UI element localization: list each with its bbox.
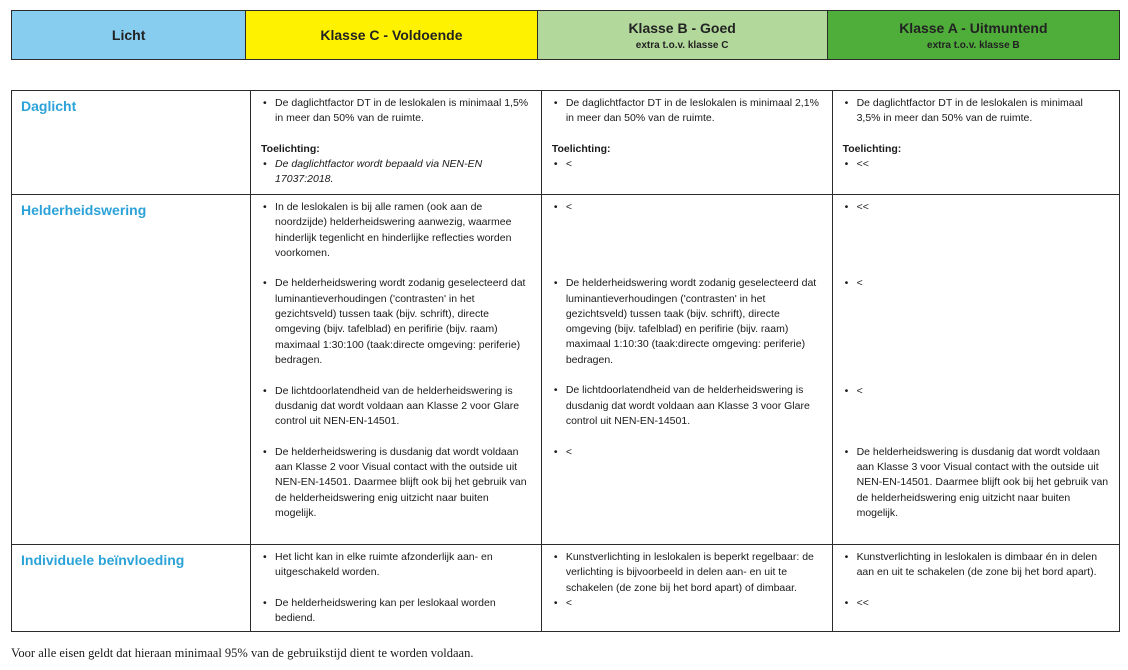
bullet-item: • < xyxy=(552,157,822,172)
header-klasse-b-sub: extra t.o.v. klasse C xyxy=(635,39,729,51)
requirements-table xyxy=(11,90,1120,632)
bullet-item: • De helderheidswering is dusdanig dat wordt voldaan aan Klasse 2 voor Visual contact with the outside uit NEN-EN-14501. Daarmee blijft ook bij het gebruik van de helderheidswering enig uitzicht naar buiten mogelijk. xyxy=(261,445,531,521)
bullet-item: • De daglichtfactor DT in de leslokalen is minimaal 3,5% in meer dan 50% van de ruimte. xyxy=(843,96,1109,127)
header-licht-label: Licht xyxy=(111,27,146,43)
cell-individueel-a xyxy=(832,545,1119,632)
cell-daglicht-a xyxy=(832,91,1119,195)
bullet-item: • De lichtdoorlatendheid van de helderheidswering is dusdanig dat wordt voldaan aan Klasse 3 voor Glare control uit NEN-EN-14501. xyxy=(552,383,822,429)
bullet-item: • < xyxy=(552,445,822,460)
bullet-item: • De helderheidswering kan per leslokaal worden bediend. xyxy=(261,596,531,627)
header-klasse-a-label: Klasse A - Uitmuntend xyxy=(899,19,1048,36)
bullet-item: • De daglichtfactor DT in de leslokalen is minimaal 2,1% in meer dan 50% van de ruimte. xyxy=(552,96,822,127)
bullet-item: • Het licht kan in elke ruimte afzonderlijk aan- en uitgeschakeld worden. xyxy=(261,550,531,581)
row-individuele-beinvloeding xyxy=(12,545,1120,632)
row-label-helderheidswering: Helderheidswering xyxy=(12,195,251,545)
bullet-item: • De daglichtfactor wordt bepaald via NEN-EN 17037:2018. xyxy=(261,157,531,188)
row-helderheidswering xyxy=(12,195,1120,545)
cell-daglicht-c xyxy=(251,91,542,195)
bullet-item: • << xyxy=(843,596,1109,611)
header-klasse-b-label: Klasse B - Goed xyxy=(628,19,736,36)
header-licht xyxy=(12,11,246,60)
bullet-item: • De lichtdoorlatendheid van de helderheidswering is dusdanig dat wordt voldaan aan Klasse 2 voor Glare control uit NEN-EN-14501. xyxy=(261,384,531,430)
bullet-item: • < xyxy=(552,200,822,215)
bullet-item: • Kunstverlichting in leslokalen is beperkt regelbaar: de verlichting is bijvoorbeeld in delen aan- en uit te schakelen (de zone bij het bord apart) of dimbaar. xyxy=(552,550,822,596)
bullet-item: • De helderheidswering is dusdanig dat wordt voldaan aan Klasse 3 voor Visual contact with the outside uit NEN-EN-14501. Daarmee blijft ook bij het gebruik van de helderheidswering enig uitzicht naar buiten mogelijk. xyxy=(843,445,1109,521)
bullet-item: • De helderheidswering wordt zodanig geselecteerd dat luminantieverhoudingen ('contrasten' in het gezichtsveld) tussen taak (bijv. schrift), directe omgeving (bijv. tafelblad) en perifirie (bijv. raam) maximaal 1:30:100 (taak:directe omgeving: periferie) bedragen. xyxy=(261,276,531,368)
footer-note: Voor alle eisen geldt dat hieraan minimaal 95% van de gebruikstijd dient te worden voldaan. xyxy=(11,646,474,660)
header-klasse-c xyxy=(246,11,537,60)
bullet-item: • < xyxy=(843,276,1109,291)
bullet-item: • < xyxy=(552,596,822,611)
bullet-item: • De helderheidswering wordt zodanig geselecteerd dat luminantieverhoudingen ('contrasten' in het gezichtsveld) tussen taak (bijv. schrift), directe omgeving (bijv. tafelblad) en perifirie (bijv. raam) maximaal 1:10:30 (taak:directe omgeving: periferie) bedragen. xyxy=(552,276,822,368)
bullet-item: • Kunstverlichting in leslokalen is dimbaar én in delen aan en uit te schakelen (de zone bij het bord apart). xyxy=(843,550,1109,581)
toelichting-label: Toelichting: xyxy=(842,142,902,155)
class-header-table xyxy=(11,10,1120,60)
header-klasse-b xyxy=(537,11,827,60)
cell-individueel-c xyxy=(251,545,542,632)
toelichting-label: Toelichting: xyxy=(551,142,611,155)
header-klasse-a-sub: extra t.o.v. klasse B xyxy=(927,39,1020,51)
cell-daglicht-b xyxy=(541,91,832,195)
header-klasse-c-label: Klasse C - Voldoende xyxy=(320,27,463,43)
toelichting-label: Toelichting: xyxy=(261,142,320,155)
cell-individueel-b xyxy=(541,545,832,632)
bullet-item: • In de leslokalen is bij alle ramen (ook aan de noordzijde) helderheidswering aanwezig, waarmee hinderlijk tegenlicht en hinderlijke reflecties worden voorkomen. xyxy=(261,200,531,261)
bullet-item: • << xyxy=(843,200,1109,215)
row-daglicht xyxy=(12,91,1120,195)
bullet-item: • De daglichtfactor DT in de leslokalen is minimaal 1,5% in meer dan 50% van de ruimte. xyxy=(261,96,531,127)
header-klasse-a xyxy=(827,11,1119,60)
bullet-item: • < xyxy=(843,384,1109,399)
row-label-daglicht: Daglicht xyxy=(12,91,251,195)
cell-helderheid-b xyxy=(541,195,832,545)
bullet-item: • << xyxy=(843,157,1109,172)
cell-helderheid-c xyxy=(251,195,542,545)
cell-helderheid-a xyxy=(832,195,1119,545)
row-label-individuele-beinvloeding: Individuele beïnvloeding xyxy=(12,545,251,632)
